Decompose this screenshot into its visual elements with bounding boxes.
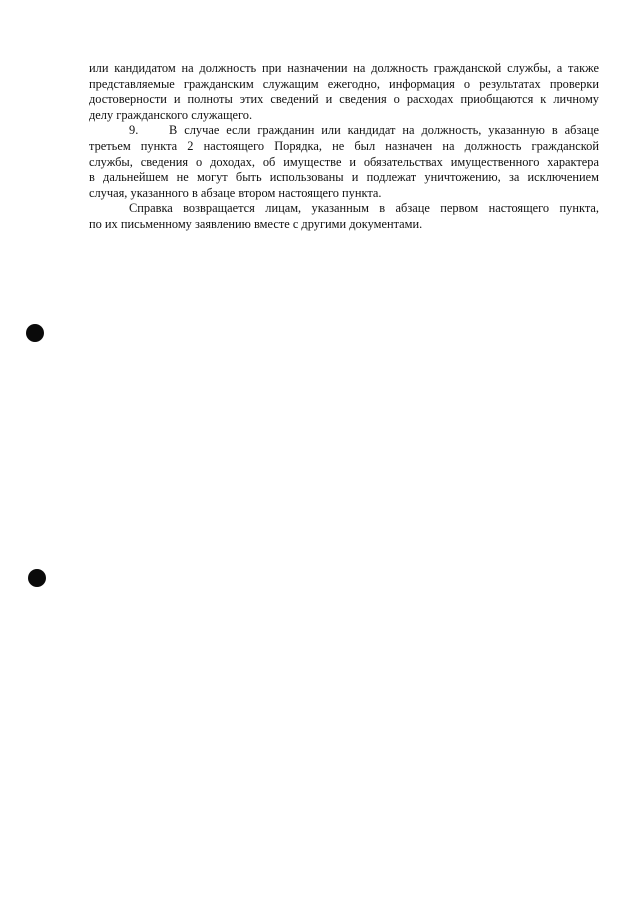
text-line: по их письменному заявлению вместе с другими документами.: [89, 216, 423, 231]
text-line: в дальнейшем не могут быть использованы и подлежат уничтожению, за исключением: [89, 170, 599, 185]
text-line-content: В случае если гражданин или кандидат на должность, указанную в абзаце: [169, 123, 599, 138]
text-line: третьем пункта 2 настоящего Порядка, не был назначен на должность гражданской: [89, 138, 599, 153]
text-line: случая, указанного в абзаце втором настоящего пункта.: [89, 185, 382, 200]
punch-hole-mark: [26, 324, 44, 342]
text-line: Справка возвращается лицам, указанным в абзаце первом настоящего пункта,: [129, 201, 599, 216]
punch-hole-mark: [28, 569, 46, 587]
paragraph: [89, 61, 599, 123]
text-line: [89, 123, 599, 139]
document-body: [89, 61, 599, 233]
paragraph-numbered: [89, 123, 599, 201]
text-line: достоверности и полноты этих сведений и сведения о расходах приобщаются к личному: [89, 92, 599, 107]
text-line: представляемые гражданским служащим ежегодно, информация о результатах проверки: [89, 76, 599, 91]
text-line: службы, сведения о доходах, об имуществе и обязательствах имущественного характера: [89, 154, 599, 169]
text-line: или кандидатом на должность при назначении на должность гражданской службы, а также: [89, 61, 599, 75]
text-line: делу гражданского служащего.: [89, 107, 253, 122]
paragraph: [89, 201, 599, 232]
paragraph-number: 9.: [129, 123, 139, 138]
